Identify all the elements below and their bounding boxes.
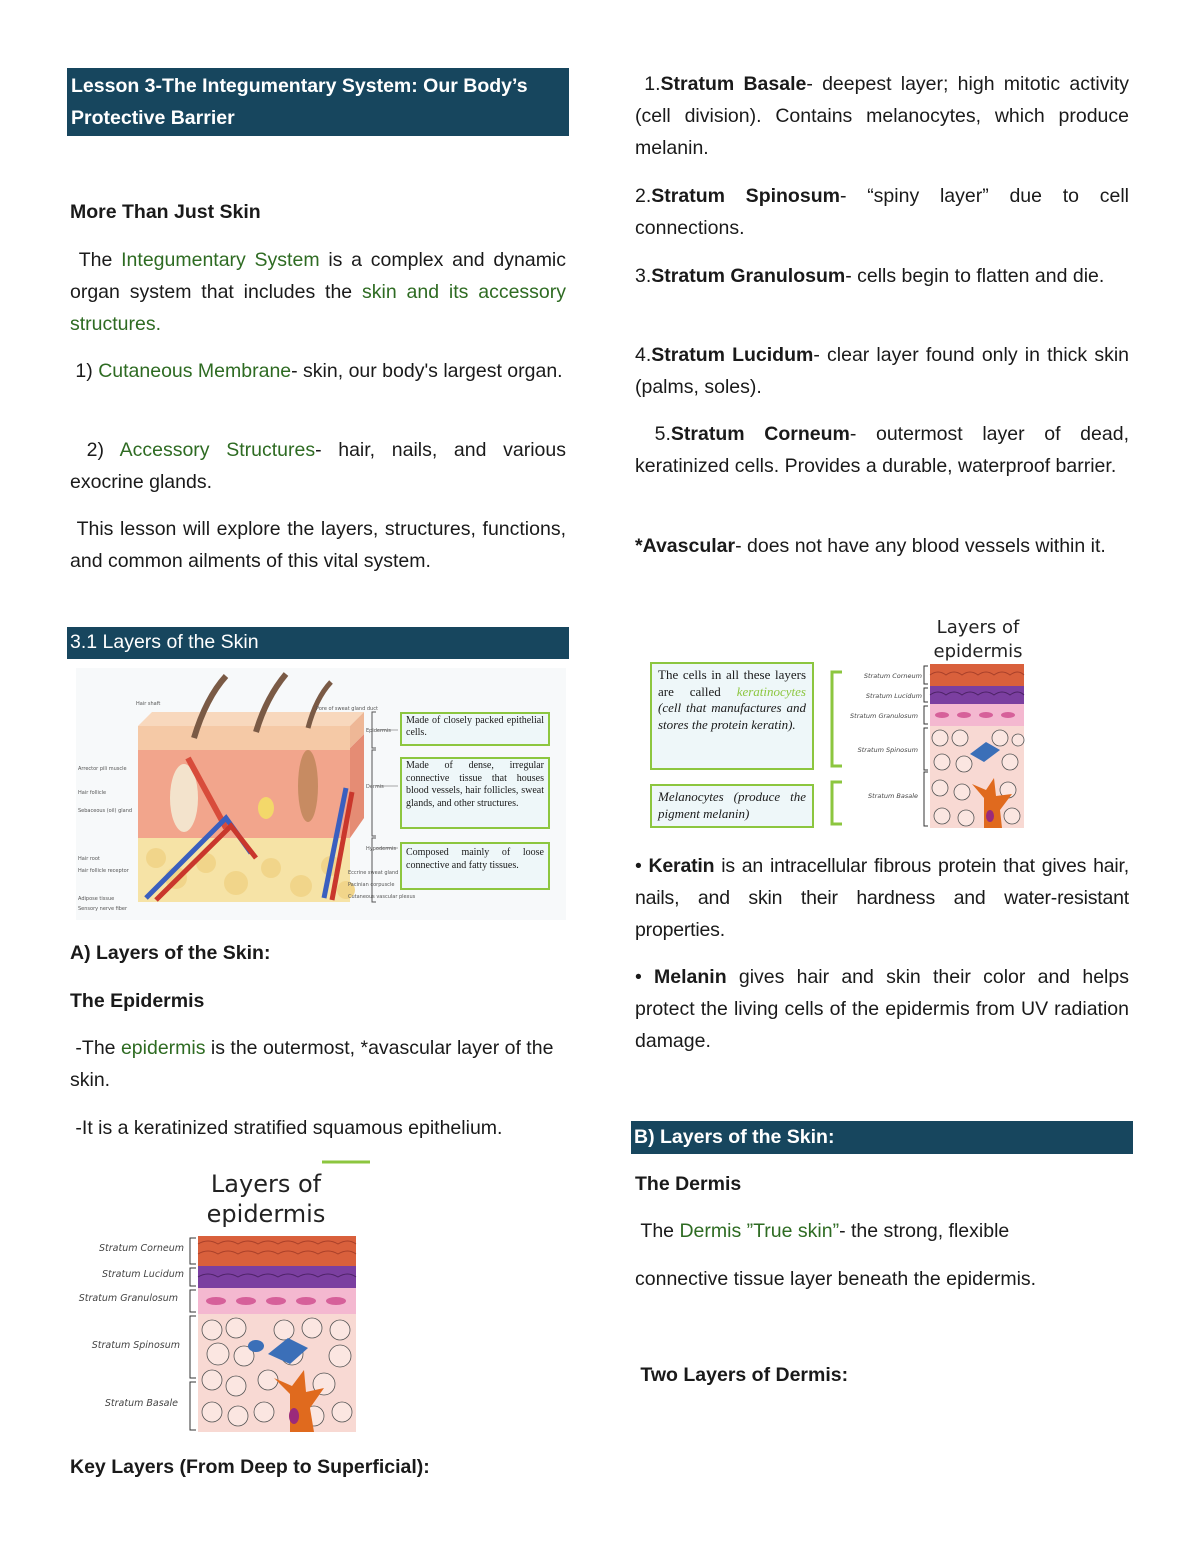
label-follicle-receptor: Hair follicle receptor <box>78 868 129 874</box>
label-spinosum: Stratum Spinosum <box>91 1340 180 1351</box>
keratin-bullet: • Keratin is an intracellular fibrous protein that gives hair, nails, and skin their hardness and water-resistant properties. <box>635 855 1129 941</box>
label-epidermis: Epidermis <box>366 728 391 734</box>
epi-fig-title-2: epidermis <box>206 1200 326 1228</box>
label-pore: Pore of sweat gland duct <box>316 706 378 712</box>
section-banner-dermis: B) Layers of the Skin: <box>631 1121 1133 1154</box>
hypodermis-note-box: Composed mainly of loose connective and fatty tissues. <box>400 842 550 890</box>
label-arrector-pili: Arrector pili muscle <box>78 766 127 772</box>
label-sensory-nerve: Sensory nerve fiber <box>78 906 128 912</box>
label-basale: Stratum Basale <box>104 1398 178 1409</box>
epidermis-type: -It is a keratinized stratified squamous epithelium. <box>75 1117 503 1139</box>
epi-fig2-title-1: Layers of <box>936 617 1020 638</box>
dermis-definition: The Dermis ”True skin”- the strong, flexible <box>640 1220 1010 1242</box>
dermis-note-box: Made of dense, irregular connective tissue that houses blood vessels, hair follicles, sweat glands, and other structures. <box>400 757 550 829</box>
keratinocyte-note-box: The cells in all these layers are called keratinocytes (cell that manufactures and stores the protein keratin). <box>650 662 814 770</box>
heading-key-layers: Key Layers (From Deep to Superficial): <box>70 1456 430 1478</box>
section-banner-layers: 3.1 Layers of the Skin <box>67 627 569 659</box>
term-integumentary-system: Integumentary System <box>121 249 320 271</box>
heading-more-than-skin: More Than Just Skin <box>70 201 261 223</box>
item-accessory-structures: 2) Accessory Structures- hair, nails, and various exocrine glands. <box>70 439 566 493</box>
heading-two-layers: Two Layers of Dermis: <box>640 1364 849 1386</box>
label2-corneum: Stratum Corneum <box>863 672 922 680</box>
layer-spinosum: 2.Stratum Spinosum- “spiny layer” due to cell connections. <box>635 185 1129 239</box>
lesson-description: This lesson will explore the layers, structures, functions, and common ailments of this vital system. <box>70 518 566 572</box>
label2-lucidum: Stratum Lucidum <box>865 692 922 700</box>
label-hypodermis: Hypodermis <box>366 846 397 852</box>
dermis-block <box>138 748 350 838</box>
layer-granulosum: 3.Stratum Granulosum- cells begin to flatten and die. <box>635 265 1105 287</box>
label-lucidum: Stratum Lucidum <box>102 1269 184 1280</box>
dermis-definition-cont: connective tissue layer beneath the epidermis. <box>635 1268 1037 1290</box>
epidermis-block <box>138 726 350 750</box>
term-keratinocytes: keratinocytes <box>736 683 806 699</box>
label2-basale: Stratum Basale <box>867 792 918 800</box>
label-eccrine: Eccrine sweat gland <box>348 870 399 876</box>
label-sebaceous: Sebaceous (oil) gland <box>78 808 133 814</box>
epidermis-keratinocyte-figure <box>640 612 1030 834</box>
epidermis-layers-figure <box>78 1158 378 1436</box>
epidermis-note-box: Made of closely packed epithelial cells. <box>400 712 550 746</box>
term-skin-accessory: skin and its accessory structures. <box>70 281 566 335</box>
heading-dermis: The Dermis <box>635 1173 742 1195</box>
corneum-layer <box>198 1236 356 1266</box>
skin-cross-section-figure <box>76 668 566 920</box>
layer-lucidum: 4.Stratum Lucidum- clear layer found only in thick skin (palms, soles). <box>635 344 1130 398</box>
epidermis-definition: -The epidermis is the outermost, *avascular layer of the skin. <box>70 1037 554 1091</box>
term-cutaneous: Cutaneous Membrane <box>98 360 292 382</box>
label-dermis: Dermis <box>366 784 384 790</box>
label-pacinian: Pacinian corpuscle <box>348 882 395 888</box>
heading-epidermis: The Epidermis <box>70 990 205 1012</box>
term-epidermis: epidermis <box>120 1037 206 1059</box>
melanocyte-note-box: Melanocytes (produce the pigment melanin) <box>650 784 814 828</box>
label-hair-follicle: Hair follicle <box>78 790 107 796</box>
label-hair-shaft: Hair shaft <box>136 701 161 707</box>
melanin-bullet: • Melanin gives hair and skin their color and helps protect the living cells of the epidermis from UV radiation damage. <box>635 966 1129 1052</box>
term-accessory: Accessory Structures <box>119 439 316 461</box>
epi-fig2-title-2: epidermis <box>933 641 1023 662</box>
label-corneum: Stratum Corneum <box>99 1243 184 1254</box>
epi-fig-title-1: Layers of <box>210 1170 322 1198</box>
label2-spinosum: Stratum Spinosum <box>857 746 918 754</box>
label-granulosum: Stratum Granulosum <box>78 1293 178 1304</box>
intro-paragraph: The Integumentary System is a complex and dynamic organ system that includes the skin and its accessory structures. <box>70 249 567 335</box>
lesson-title-banner: Lesson 3-The Integumentary System: Our Body’s Protective Barrier <box>67 68 569 136</box>
layer-corneum: 5.Stratum Corneum- outermost layer of dead, keratinized cells. Provides a durable, waterproof barrier. <box>635 423 1129 477</box>
label-plexus: Cutaneous vascular plexus <box>348 894 416 900</box>
heading-layers-a: A) Layers of the Skin: <box>70 942 271 964</box>
avascular-note: *Avascular- does not have any blood vessels within it. <box>635 535 1106 557</box>
label-hair-root: Hair root <box>78 856 100 862</box>
label-adipose: Adipose tissue <box>78 896 115 902</box>
label2-granulosum: Stratum Granulosum <box>850 712 918 720</box>
epidermis-illustration <box>78 1158 378 1436</box>
item-cutaneous-membrane: 1) Cutaneous Membrane- skin, our body's largest organ. <box>75 360 563 382</box>
term-dermis: Dermis ”True skin” <box>679 1220 840 1242</box>
layer-basale: 1.Stratum Basale- deepest layer; high mitotic activity (cell division). Contains melanocytes, which produce melanin. <box>635 73 1129 159</box>
